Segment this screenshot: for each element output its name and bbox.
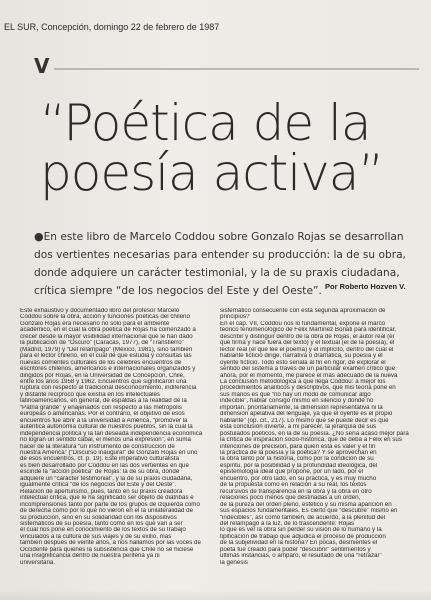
body-text-line: dirigidos por Rojas, en la Universidad de Concepción, Chile, <box>20 372 185 379</box>
body-text-line: la génesis <box>220 559 248 566</box>
body-text-line: “Patria grande” y enajenados con respecto a las metrópolis <box>20 404 182 411</box>
body-text-line: sistemáticos de su poesía, tanto como en los que van a ser <box>20 520 183 527</box>
body-text-line: ahora, por el momento, me parece el más adecuado de la nueva <box>220 372 398 379</box>
section-letter: V <box>34 54 50 78</box>
body-text-line: tipificación de trabajo que adjudica el proceso de producción <box>220 533 386 540</box>
body-text-line: indecible”, hablar consigo mismo en silencio y donde no <box>220 398 374 405</box>
body-text-line: también después de veinte años, a nos hallamos por las voces de <box>20 540 201 547</box>
headline-line-1: “Poética de la <box>40 94 371 152</box>
body-text-line: escritores chilenos, americanos e internacionales organizados y <box>20 366 196 373</box>
deck-line: dos vertientes necesarias para entender su producción: la de su obra, <box>34 249 406 261</box>
body-text-line: procedimientos analíticos y descriptivos, que mis teoría pone en <box>220 385 396 392</box>
deck-line: crítica siempre “de los negocios del Este y del Oeste”. <box>34 285 322 297</box>
body-text-line: sus espacios fundamentales. Es cierto que “descubre” mismo en <box>220 508 398 515</box>
body-text-line: importan, prioritariamente, la dimensión representativa ni la <box>220 404 383 411</box>
body-text-line: para el lector chileno, en el cual de que estudia y consultas las <box>20 353 192 360</box>
body-text-line: es bien desarrollado por Coddou en las dos vertientes en que <box>20 462 189 469</box>
body-text-line: hacer de la literatura “un instrumento de construcción de <box>20 443 175 450</box>
body-text-line: hablante ficticio dirige, narrativa o dramática, su poesía y el <box>220 353 383 360</box>
body-text-line: la crítica de inspiración socio-histórica, que de deba a Félix en sus <box>220 437 402 444</box>
body-text-line: Occidente para quienes la subsistencia que Chile no se hiciese <box>20 546 194 553</box>
body-text-line: últimas instancias, o amparo, el resultado de una “retrazar” <box>220 553 382 560</box>
body-text-line: “indecibles”, así como también, de acuerdo, a la plenitud del <box>220 514 386 521</box>
article-headline <box>40 94 420 202</box>
body-text-line: sentido del sistema a través de un particular examen crítico que <box>220 366 396 373</box>
headline-line-2: poesía activa” <box>40 144 384 202</box>
body-text-line: una insignificancia dentro de nuestra periferia ya ni <box>20 553 160 560</box>
section-divider <box>54 68 419 70</box>
body-text-line: su producción, sino en su solidaridad con los dispositivos <box>20 514 177 521</box>
body-text-line: del relámpago a la luz, de lo trascendente: Rojas <box>220 520 355 527</box>
body-text-line: adquiere un “carácter testimonial”, y la de su praxis ciudadana, <box>20 475 193 482</box>
body-text-line: la publicación de “Oscuro” (Caracas, 1977), de “Transtierro” <box>20 340 184 347</box>
body-text-line: no logran un sentido cabal, el menos una expresión”, en suma <box>20 437 191 444</box>
body-text-line: Coddou sobre la obra, acción y funciones poéticas del chileno <box>20 314 190 321</box>
body-text-line: Este exhaustivo y documentado libro del profesor Marcelo <box>20 308 180 314</box>
body-column-left <box>20 308 212 600</box>
body-text-line: relaciones poco menos que destinadas a un orden, <box>220 495 361 502</box>
body-text-line: (Madrid, 1979) y “Del relámpago” (México, 1981), sino también <box>20 346 193 353</box>
body-text-line: sistemático consecuente con esta segunda aproximación de <box>220 308 386 314</box>
body-column-right <box>220 308 412 600</box>
body-text-line: poeta fue creado para poder “descubrir” sentimientos y <box>220 546 371 553</box>
body-text-line: oyente ficticio. Todo esto señala al fin en rigor, de explorar el <box>220 359 386 366</box>
body-text-line: igualmente crítica “de los negocios del Este y del Oeste”. <box>20 482 177 489</box>
body-text-line: En el cap. VII, Coddou nos lo fundamental, expone el marco <box>220 320 386 327</box>
body-text-line: principios? <box>220 314 250 321</box>
body-text-line: de esos encuentros, cf. p. 19). Este imperativo culturalista <box>20 456 179 463</box>
body-text-line: intelectual crítica, que le ha significado ser objeto de diatribas e <box>20 495 194 502</box>
body-text-line: el cual nos pone en conocimiento de los textos de su trabajo <box>20 527 186 534</box>
body-text-line: recursivos de transparencia en la obra y la obra en otro <box>220 488 372 495</box>
body-text-line: Relación de aperturismo, pues, tanto en su praxis creadora <box>20 488 183 495</box>
body-text-line: universitaria. <box>20 559 56 566</box>
body-text-line: espíritu, por la posibilidad y la profundidad ideológica, del <box>220 462 378 469</box>
body-text-line: independencia política y la tan deseada independencia económica <box>20 430 203 437</box>
page-fold-shadow <box>0 590 431 600</box>
body-text-line: que firma y nace fuera del texto) y el textual (el de la poesía), el <box>220 340 395 347</box>
body-text-line: de derecha como por lo que no vieron en él la unilateralidad de <box>20 508 194 515</box>
body-text-line: latinoamericanos, en general, de espaldas a la realidad de la <box>20 398 187 405</box>
masthead-dateline: EL SUR, Concepción, domingo 22 de febrero de 1987 <box>4 22 220 32</box>
bullet-icon: ● <box>34 230 44 243</box>
body-text-line: encuentros fue abrir a la universidad a América, “promover la <box>20 417 188 424</box>
body-text-line: académico, en el cual la obra poética de Rojas ha comenzado a <box>20 327 196 334</box>
deck-line: donde adquiere un carácter testimonial, y la de su praxis ciudadana, <box>34 267 400 279</box>
body-text-line: nuevas corrientes culturales de los célebres encuentros de <box>20 359 182 366</box>
body-text-line: escinde la “acción poética” de Rojas: la de su obra, donde <box>20 469 180 476</box>
author-byline: Por Roberto Hozven V. <box>325 282 406 291</box>
body-text-line: sus manos es que “no hay un modo de comunicar algo <box>220 391 371 398</box>
body-text-line: de la pureza del orden pleno, estético y su misma aparición en <box>220 501 392 508</box>
body-text-line: crecer desde la mayor visibilidad internacional que le han dado <box>20 333 193 340</box>
body-text-line: esta conclusión invierte, a mi parecer, la jerarquía de sus <box>220 424 377 431</box>
body-text-line: describir y distinguir dentro de la obra de Rojas, el autor real (el <box>220 333 395 340</box>
body-text-line: la obra tanto por la historia, como por la condición de su <box>220 456 374 463</box>
body-text-line: encuentro, por otro lado, en su práctica, y es muy mucho <box>220 475 377 482</box>
body-text-line: y distante recíproco que existía en los intelectuales <box>20 391 160 398</box>
body-text-line: de la subjetividad en la historia? En pocas, desmientes el <box>220 540 378 547</box>
body-text-line: ruptura con respecto al tradicional desconocimiento, indiferencia <box>20 385 197 392</box>
body-text-line: La conclusión metodológica a que llega Coddou: a mejor los <box>220 378 386 385</box>
body-text-line: europeas o americanas. Por el contrario, el objetivo de esos <box>20 411 185 418</box>
body-text-line: epistemología ideal que propone, por un lado, por el <box>220 469 364 476</box>
body-text-line: teórico fenomenológico de Félix Martínez Bonati para identificar, <box>220 327 397 334</box>
body-text-line: vinculados a la cultura de sus viajes y de su exilio, mas <box>20 533 172 540</box>
body-text-line: entre los años 1958 y 1962. Encuentros que significaron una <box>20 378 187 385</box>
deck-line: ●En este libro de Marcelo Coddou sobre Gonzalo Rojas se desarrollan <box>34 230 404 243</box>
body-text-line: la práctica de la poesía y la poética? Y se aprovechan en <box>220 449 377 456</box>
body-text-line: intenciones de precisión, para quien esta es valer y el fin <box>220 443 376 450</box>
body-text-line: postulados poéticos, en la de su poesía. ¿No sería acaso mejor para <box>220 430 409 437</box>
body-text-line: nuestra América” (“Discurso inaugural” de Gonzalo Rojas en uno <box>20 449 198 456</box>
body-text-line: lector real (el que lee el poema) y el implícito, dentro del cual él <box>220 346 394 353</box>
body-text-line: hablante” (op. cit., 217). Lo mismo que se puede decir es que <box>220 417 389 424</box>
body-text-line: Gonzalo Rojas era necesario no sólo para el ambiente <box>20 320 170 327</box>
body-text-line: auténtica autonomía cultural de nuestros pueblos, sin la cual la <box>20 424 193 431</box>
body-text-line: dimensión apelativa del lenguaje, ya que el oyente es el propio <box>220 411 393 418</box>
body-text-line: lo que es ver la obra sin perder su visión de lo humano y la <box>220 527 382 534</box>
body-text-line: incomprensiones tanto por parte de los grupos de izquierda como <box>20 501 200 508</box>
body-text-line: de la propuesta como en relación a su real, los textos <box>220 482 367 489</box>
